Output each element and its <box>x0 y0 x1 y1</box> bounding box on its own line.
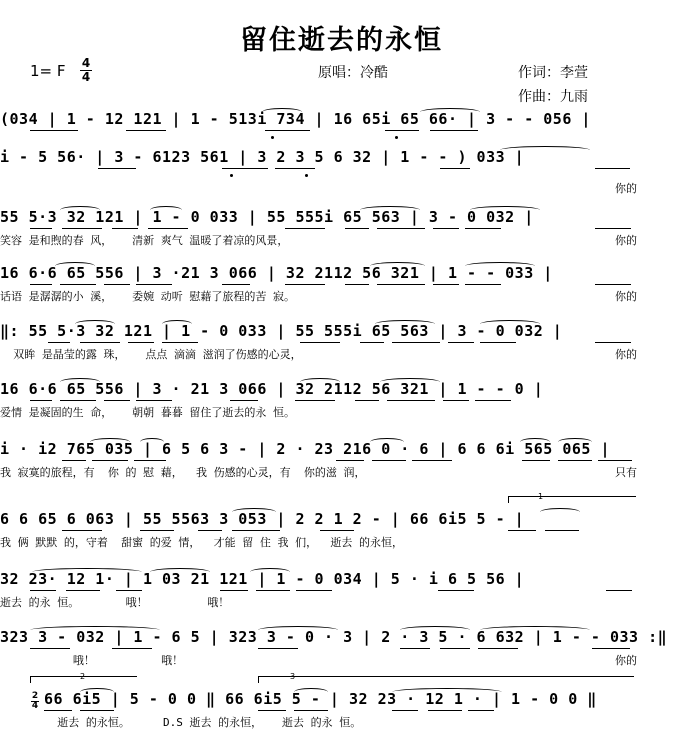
notation-line: (034 | 1 - 12 121 | 1 - 513i 734 | 16 65i 65 66· | 3 - - 056 | <box>0 110 591 128</box>
score-row-6 <box>0 380 683 438</box>
lyric-line: 我 俩 默默 的，守着 甜蜜 的爱 情， 才能 留 住 我 们， 逝去 的永恒， <box>0 536 403 549</box>
notation-line: ‖: 55 5·3 32 121 | 1 - 0 033 | 55 555i 65 563 | 3 - 0 032 | <box>0 322 563 340</box>
lyric-line: 爱情 是凝固的生 命， 朝朝 暮暮 留住了逝去的永 恒。 <box>0 406 295 419</box>
pickup-lyric: 你的 <box>615 290 637 303</box>
volta-number-3: 3 <box>290 672 296 681</box>
volta-bracket-1 <box>508 496 636 503</box>
score-row-2 <box>0 148 683 206</box>
score-row-5 <box>0 322 683 380</box>
notation-line: 323 3 - 032 | 1 - 6 5 | 323 3 - 0 · 3 | 2 · 3 5 · 6 632 | 1 - - 033 :‖ <box>0 628 668 646</box>
original-singer: 原唱：冷酷 <box>318 65 388 81</box>
time-signature: 4 4 <box>81 56 91 84</box>
score-row-9 <box>0 570 683 628</box>
notation-line: i - 5 56· | 3 - 6123 561 | 3 2 3 5 6 32 | 1 - - ) 033 | <box>0 148 525 166</box>
key-signature: 1= F <box>30 62 66 80</box>
time-signature-change: 2 4 <box>31 691 39 711</box>
notation-line: 6 6 65 6 063 | 55 5563 3 053 | 2 2 1 2 - | 66 6i5 5 - | <box>0 510 525 528</box>
lyric-line: 逝去 的永恒。 D.S 逝去 的永恒， 逝去 的永 恒。 <box>44 716 362 729</box>
notation-line: 66 6i5 | 5 - 0 0 ‖ 66 6i5 5 - | 32 23 · 12 1 · | 1 - 0 0 ‖ <box>44 690 597 708</box>
composer: 作曲：九雨 <box>518 89 588 105</box>
lyric-line: 话语 是潺潺的小 溪， 委婉 动听 慰藉了旅程的苦 寂。 <box>0 290 295 303</box>
notation-line: 16 6·6 65 556 | 3 · 21 3 066 | 32 2112 56 321 | 1 - - 0 | <box>0 380 544 398</box>
volta-bracket-3 <box>258 676 634 683</box>
notation-line: 32 23· 12 1· | 1 03 21 121 | 1 - 0 034 | 5 · i 6 5 56 | <box>0 570 525 588</box>
notation-line: i · i2 765 035 | 6 5 6 3 - | 2 · 23 216 0 · 6 | 6 6 6i 565 065 | <box>0 440 610 458</box>
pickup-lyric: 你的 <box>615 234 637 247</box>
lyric-line: 笑容 是和煦的春 风， 清新 爽气 温暖了着凉的风景， <box>0 234 289 247</box>
volta-number-2: 2 <box>80 672 86 681</box>
lyric-line: 哦！ 哦！ <box>0 654 184 667</box>
pickup-lyric: 你的 <box>615 654 637 667</box>
notation-line: 16 6·6 65 556 | 3 ·21 3 066 | 32 2112 56 321 | 1 - - 033 | <box>0 264 553 282</box>
pickup-lyric: 你的 <box>615 182 637 195</box>
lyricist: 作词：李萱 <box>518 65 588 81</box>
pickup-lyric: 你的 <box>615 348 637 361</box>
score-row-4 <box>0 264 683 322</box>
lyric-line: 我 寂寞的旅程，有 你 的 慰 藉， 我 伤感的心灵，有 你的滋 润， <box>0 466 366 479</box>
lyric-line: 双眸 是晶莹的露 珠， 点点 滴滴 滋润了伤感的心灵， <box>0 348 302 361</box>
score-row-3 <box>0 208 683 266</box>
song-title: 留住逝去的永恒 <box>240 25 443 56</box>
pickup-lyric: 只有 <box>615 466 637 479</box>
notation-line: 55 5·3 32 121 | 1 - 0 033 | 55 555i 65 563 | 3 - 0 032 | <box>0 208 534 226</box>
score-row-8 <box>0 492 683 568</box>
lyric-line: 逝去 的永 恒。 哦！ 哦！ <box>0 596 230 609</box>
score-row-11 <box>0 672 683 748</box>
volta-number-1: 1 <box>538 492 544 501</box>
score-row-7 <box>0 440 683 498</box>
